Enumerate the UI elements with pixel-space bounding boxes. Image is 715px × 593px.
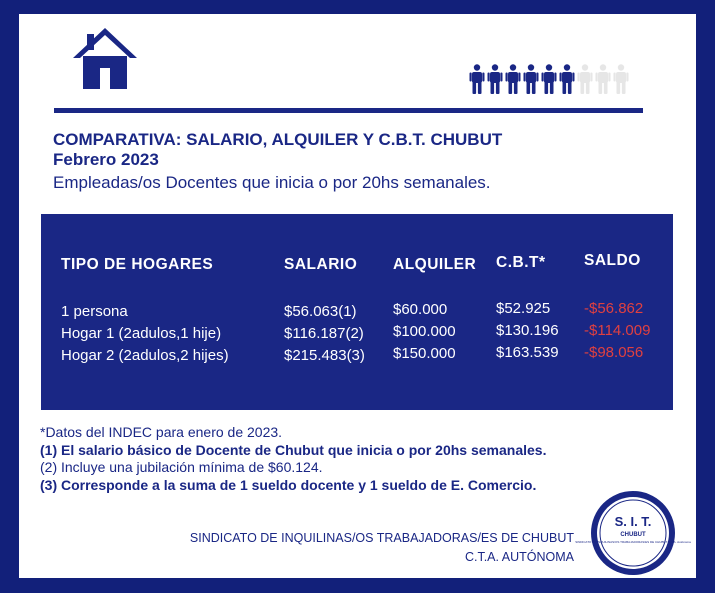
cell-row1-cbt: $52.925 (496, 300, 551, 317)
footer-union-name: SINDICATO DE INQUILINAS/OS TRABAJADORAS/ES DE CHUBUT (189, 531, 574, 545)
footer-cta: C.T.A. AUTÓNOMA (464, 550, 574, 564)
person-icon (505, 64, 521, 94)
person-icon (541, 64, 557, 94)
cell-row1-alquiler: $60.000 (393, 301, 448, 318)
header-tipo: TIPO DE HOGARES (61, 256, 214, 273)
union-seal-logo (575, 490, 691, 576)
footnote-3: (3) Corresponde a la suma de 1 sueldo docente y 1 sueldo de E. Comercio. (40, 476, 537, 493)
header-salario: SALARIO (284, 256, 358, 273)
comparison-table (41, 214, 673, 410)
header-saldo: SALDO (584, 252, 641, 269)
page-title: COMPARATIVA: SALARIO, ALQUILER Y C.B.T. CHUBUT (53, 130, 503, 149)
cell-row2-alquiler: $100.000 (393, 323, 456, 340)
cell-row2-saldo: -$114.009 (584, 322, 651, 339)
footnotes (40, 424, 546, 494)
cell-row2-cbt: $130.196 (496, 322, 559, 339)
footnote-1: (1) El salario básico de Docente de Chubut que inicia o por 20hs semanales. (40, 441, 547, 458)
cell-row1-saldo: -$56.862 (584, 300, 644, 317)
svg-text:CHUBUT: CHUBUT (620, 532, 646, 538)
cell-row2-salario: $116.187(2) (284, 325, 364, 342)
header-alquiler: ALQUILER (393, 256, 477, 273)
people-icon-row (469, 64, 629, 94)
person-icon (487, 64, 503, 94)
cell-row1-salario: $56.063(1) (284, 303, 357, 320)
page-date: Febrero 2023 (53, 150, 159, 169)
svg-text:SINDICATO DE INQUILINAS/OS TRA: SINDICATO DE INQUILINAS/OS TRABAJADORAS/ES DE CHUBUT C.T.A. Autónoma (575, 540, 691, 544)
footnote-indec: *Datos del INDEC para enero de 2023. (40, 424, 283, 440)
cell-row3-cbt: $163.539 (496, 344, 559, 361)
cell-row3-salario: $215.483(3) (284, 347, 365, 364)
footer-organization (190, 529, 574, 567)
person-icon (559, 64, 575, 94)
person-icon (469, 64, 485, 94)
cell-row2-tipo: Hogar 1 (2adulos,1 hije) (61, 325, 222, 342)
divider (54, 108, 643, 113)
person-icon (613, 64, 629, 94)
infographic-card (19, 14, 696, 578)
cell-row1-tipo: 1 persona (61, 303, 128, 320)
person-icon (523, 64, 539, 94)
svg-text:S. I. T.: S. I. T. (614, 514, 652, 529)
header-cbt: C.B.T* (496, 254, 546, 271)
cell-row3-alquiler: $150.000 (393, 345, 456, 362)
footnote-2: (2) Incluye una jubilación mínima de $60.124. (40, 459, 323, 475)
cell-row3-tipo: Hogar 2 (2adulos,2 hijes) (61, 347, 229, 364)
person-icon (577, 64, 593, 94)
person-icon (595, 64, 611, 94)
cell-row3-saldo: -$98.056 (584, 344, 644, 361)
page-subtitle: Empleadas/os Docentes que inicia o por 20hs semanales. (53, 173, 491, 192)
house-icon (71, 26, 139, 90)
